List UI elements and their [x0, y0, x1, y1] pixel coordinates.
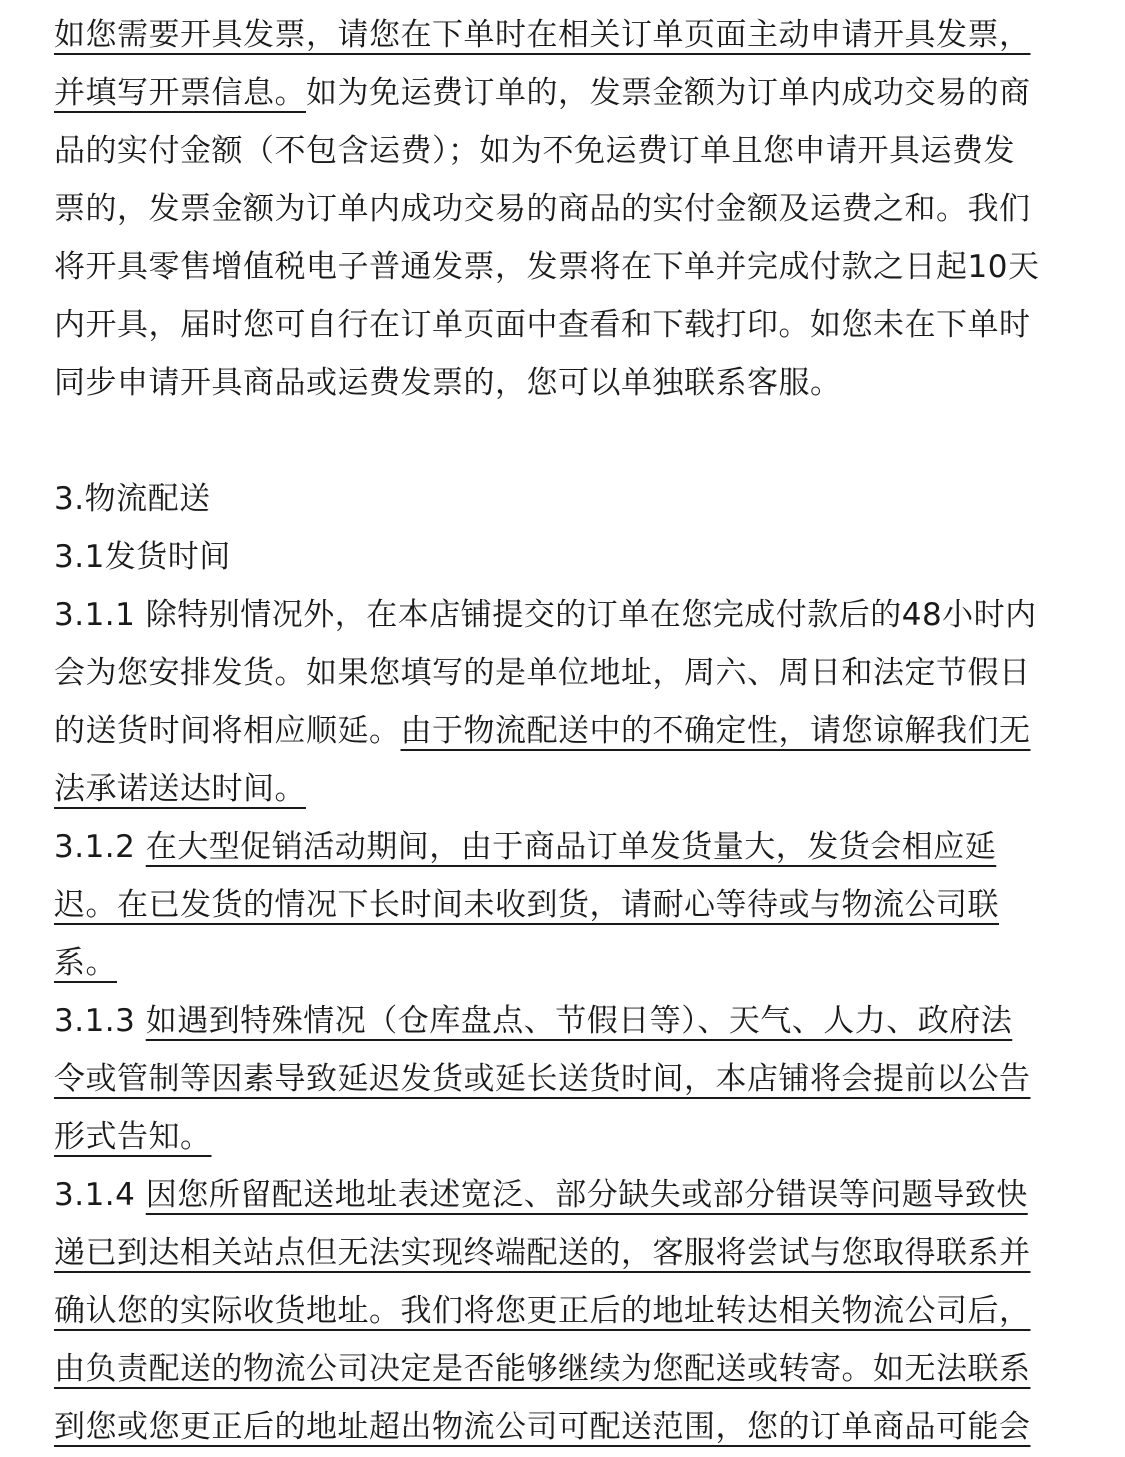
plain-text: 内开具，届时您可自行在订单页面中查看和下载打印。如您未在下单时 [54, 307, 1031, 343]
paragraph-line [54, 296, 1031, 354]
underlined-text: 并填写开票信息。 [54, 75, 306, 111]
clause-number: 3.1.2 [54, 829, 146, 865]
underlined-text: 法承诺送达时间。 [54, 771, 306, 807]
underlined-text: 系。 [54, 945, 117, 981]
underlined-text: 如您需要开具发票，请您在下单时在相关订单页面主动申请开具发票， [54, 17, 1031, 53]
underlined-text: 迟。在已发货的情况下长时间未收到货，请耐心等待或与物流公司联 [54, 887, 999, 923]
underlined-text: 到您或您更正后的地址超出物流公司可配送范围，您的订单商品可能会 [54, 1409, 1031, 1445]
paragraph-line [54, 1340, 1031, 1398]
underlined-text: 形式告知。 [54, 1119, 212, 1155]
paragraph-line [54, 180, 1031, 238]
paragraph-line [54, 702, 1031, 760]
plain-text: 3.1.1 除特别情况外，在本店铺提交的订单在您完成付款后的48小时内 [54, 597, 1037, 633]
paragraph-line [54, 992, 1012, 1050]
paragraph-line [54, 64, 1031, 122]
underlined-text: 由负责配送的物流公司决定是否能够继续为您配送或转寄。如无法联系 [54, 1351, 1031, 1387]
underlined-text: 由于物流配送中的不确定性，请您谅解我们无 [400, 713, 1031, 749]
paragraph-line [54, 818, 996, 876]
paragraph-line [54, 644, 1031, 702]
paragraph-line [54, 760, 306, 818]
paragraph-line [54, 586, 1037, 644]
heading-text: 3.物流配送 [54, 481, 211, 517]
subsection-heading [54, 528, 231, 586]
clause-number: 3.1.3 [54, 1003, 146, 1039]
paragraph-line [54, 122, 1015, 180]
heading-text: 3.1发货时间 [54, 539, 231, 575]
paragraph-line [54, 354, 842, 412]
underlined-text: 因您所留配送地址表述宽泛、部分缺失或部分错误等问题导致快 [145, 1177, 1028, 1213]
paragraph-line [54, 238, 1039, 296]
underlined-text: 令或管制等因素导致延迟发货或延长送货时间，本店铺将会提前以公告 [54, 1061, 1031, 1097]
paragraph-line [54, 6, 1031, 64]
paragraph-line [54, 934, 117, 992]
underlined-text: 在大型促销活动期间，由于商品订单发货量大，发货会相应延 [145, 829, 997, 865]
plain-text: 同步申请开具商品或运费发票的，您可以单独联系客服。 [54, 365, 842, 401]
paragraph-line [54, 1398, 1031, 1456]
plain-text: 会为您安排发货。如果您填写的是单位地址，周六、周日和法定节假日 [54, 655, 1031, 691]
paragraph-line [54, 1108, 212, 1166]
plain-text: 的送货时间将相应顺延。 [54, 713, 401, 749]
paragraph-line [54, 1166, 1028, 1224]
paragraph-line [54, 1224, 1031, 1282]
underlined-text: 如遇到特殊情况（仓库盘点、节假日等）、天气、人力、政府法 [145, 1003, 1013, 1039]
plain-text: 将开具零售增值税电子普通发票，发票将在下单并完成付款之日起10天 [54, 249, 1040, 285]
plain-text: 品的实付金额（不包含运费）；如为不免运费订单且您申请开具运费发 [54, 133, 1015, 169]
paragraph-line [54, 1282, 1031, 1340]
section-heading [54, 470, 211, 528]
plain-text: 如为免运费订单的，发票金额为订单内成功交易的商 [306, 75, 1031, 111]
plain-text: 票的，发票金额为订单内成功交易的商品的实付金额及运费之和。我们 [54, 191, 1031, 227]
underlined-text: 确认您的实际收货地址。我们将您更正后的地址转达相关物流公司后， [54, 1293, 1031, 1329]
underlined-text: 递已到达相关站点但无法实现终端配送的，客服将尝试与您取得联系并 [54, 1235, 1031, 1271]
paragraph-line [54, 876, 999, 934]
paragraph-line [54, 1050, 1031, 1108]
clause-number: 3.1.4 [54, 1177, 146, 1213]
